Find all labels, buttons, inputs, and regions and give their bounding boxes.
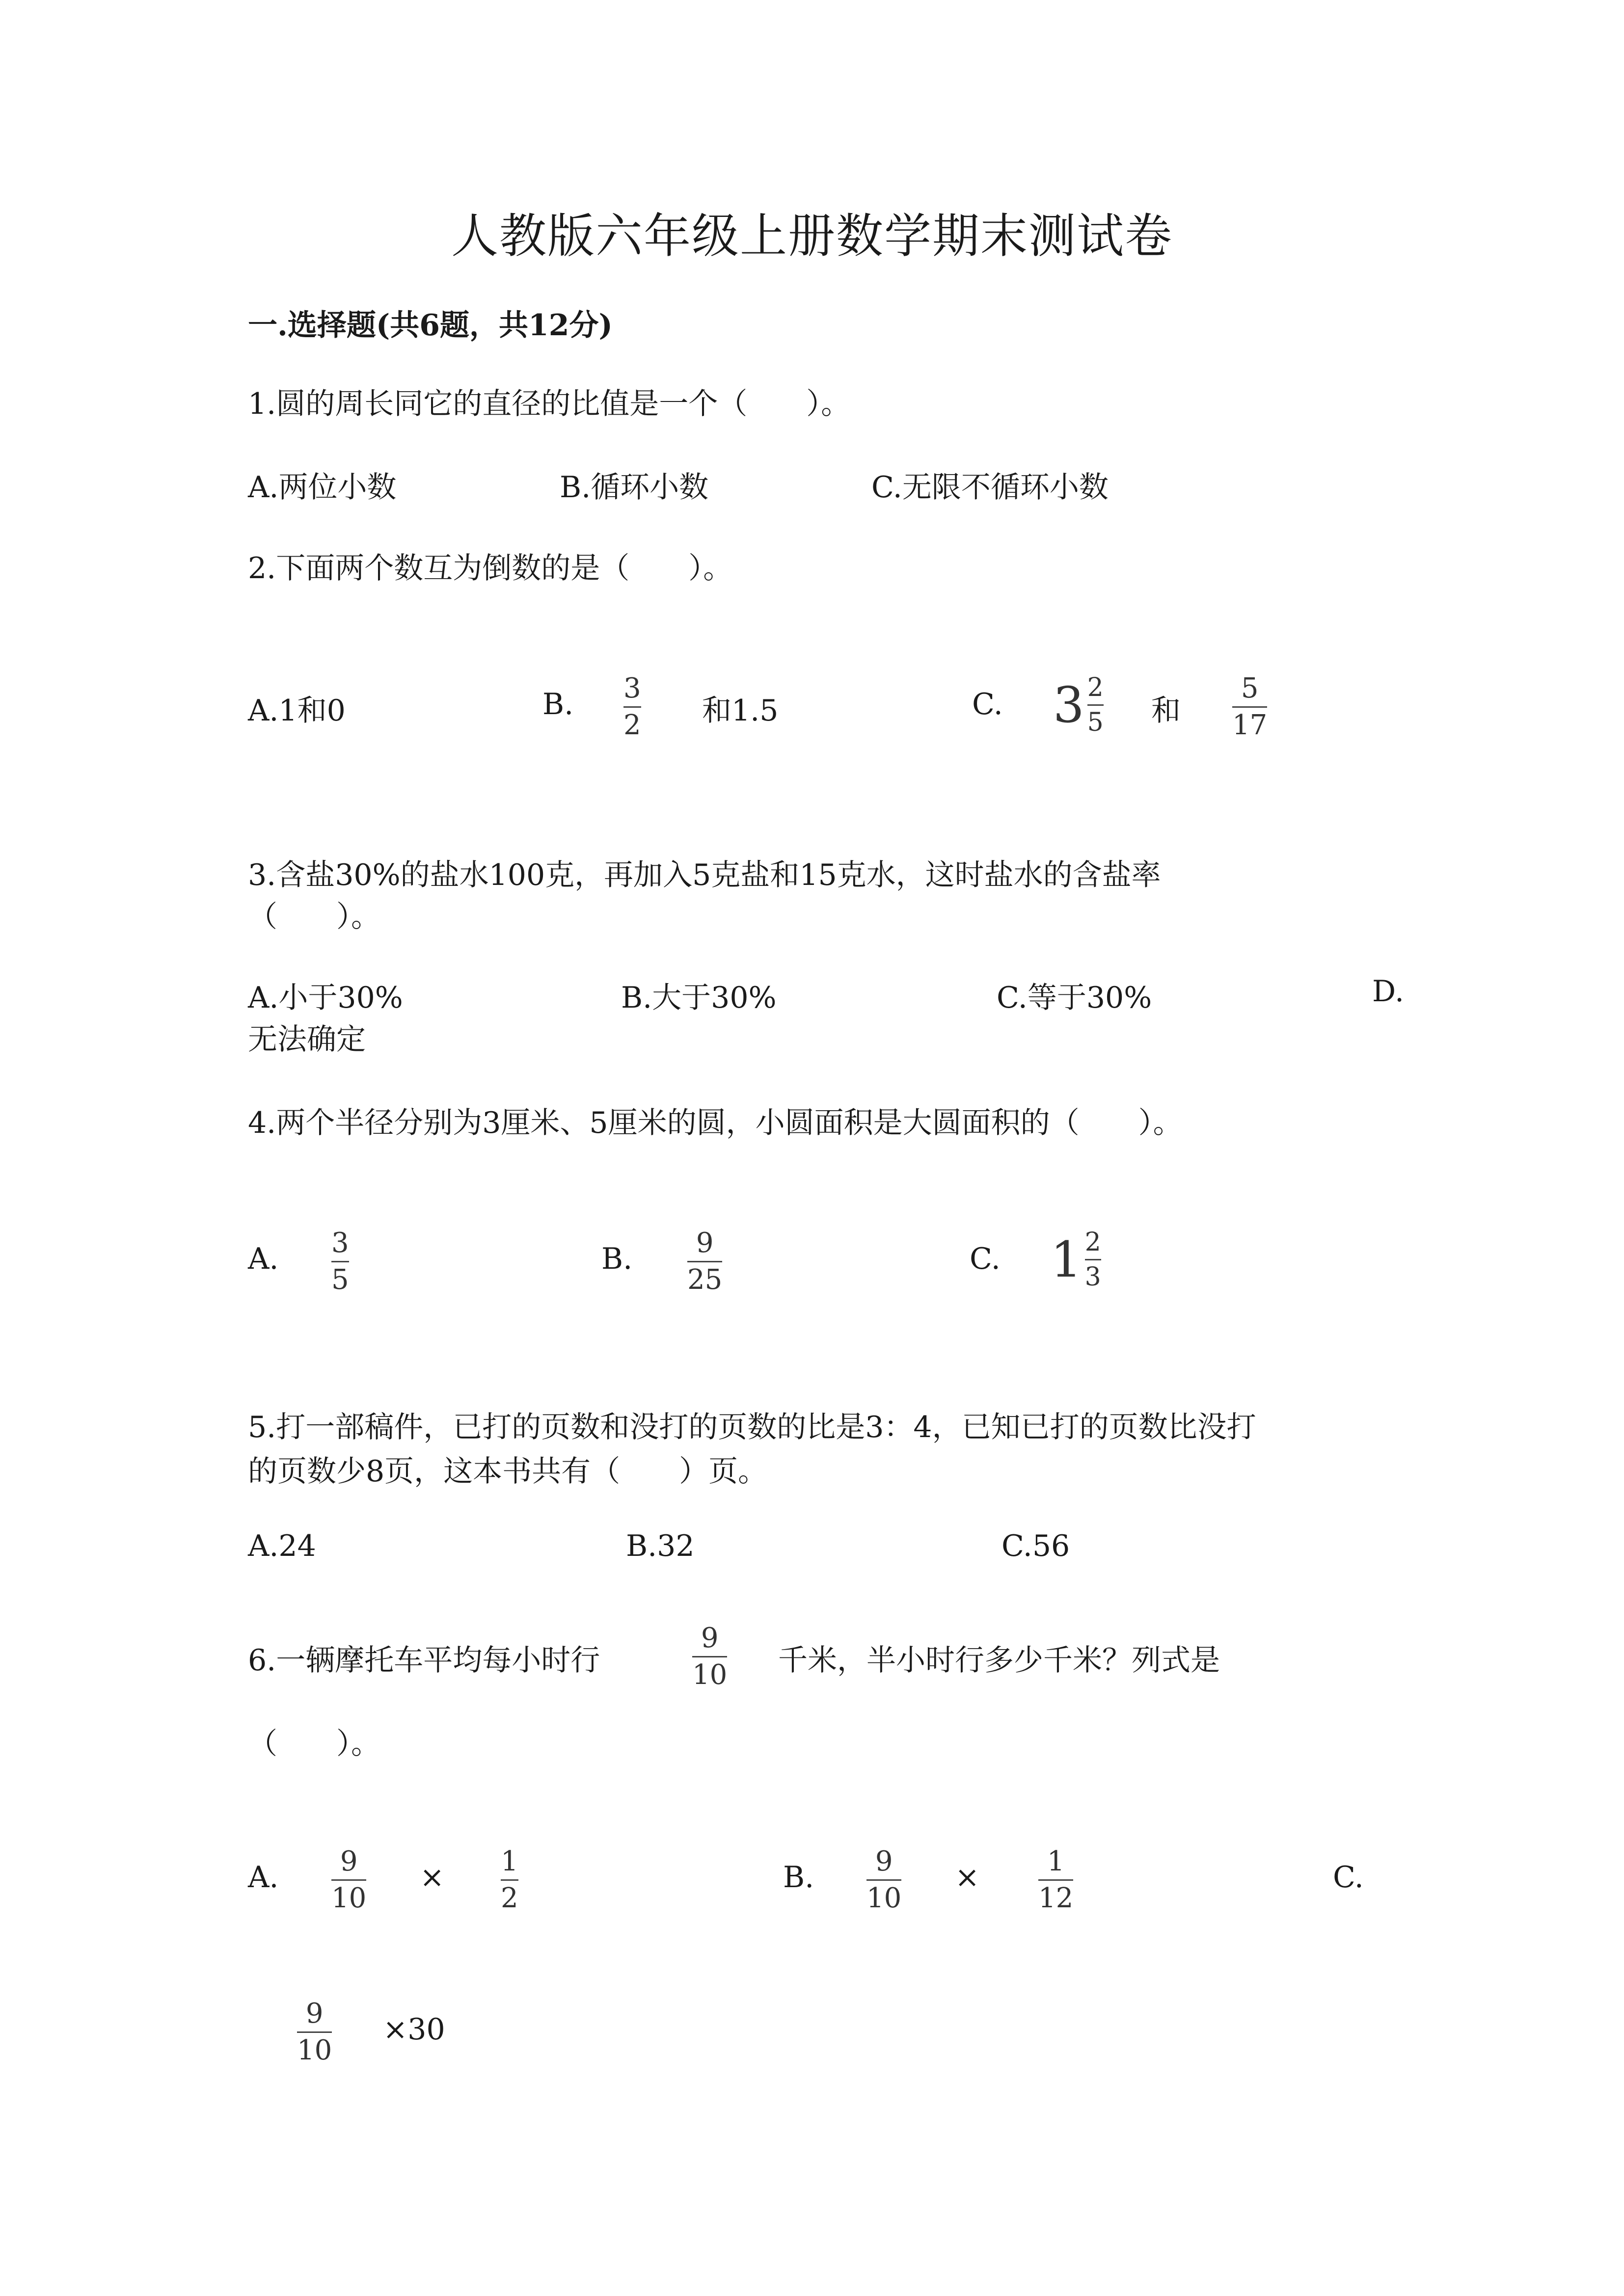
fraction-numerator: 2 <box>1084 1228 1101 1257</box>
fraction-denominator: 25 <box>687 1264 723 1296</box>
q1-option-a[interactable]: A.两位小数 <box>248 470 397 505</box>
fraction-bar <box>1087 704 1104 706</box>
q2-option-b-label[interactable]: B. <box>542 687 574 721</box>
question-6-stem-line2: （ ）。 <box>248 1727 380 1761</box>
question-2-stem: 2.下面两个数互为倒数的是（ ）。 <box>248 551 733 586</box>
fraction-bar <box>623 706 641 708</box>
q6-option-b-fraction-1 <box>866 1845 902 1914</box>
fraction-numerator: 2 <box>1087 673 1104 702</box>
fraction-bar <box>866 1879 901 1881</box>
fraction-bar <box>501 1879 518 1881</box>
fraction-bar <box>331 1879 366 1881</box>
question-4-stem: 4.两个半径分别为3厘米、5厘米的圆，小圆面积是大圆面积的（ ）。 <box>248 1106 1183 1140</box>
fraction-denominator: 17 <box>1232 709 1268 741</box>
mixed-fraction <box>1085 1229 1101 1290</box>
question-6-stem-part1: 6.一辆摩托车平均每小时行 <box>248 1643 600 1678</box>
q6-option-a-fraction-1 <box>331 1845 367 1914</box>
question-1-stem: 1.圆的周长同它的直径的比值是一个（ ）。 <box>248 387 851 421</box>
fraction-denominator: 5 <box>1087 708 1104 737</box>
q2-option-a[interactable]: A.1和0 <box>248 694 346 728</box>
q6-option-a-times: × <box>420 1860 445 1895</box>
q2-option-c-text: 和 <box>1151 694 1181 728</box>
q5-option-a[interactable]: A.24 <box>248 1529 316 1563</box>
q4-option-c-mixed-number <box>1051 1229 1101 1290</box>
q5-option-c[interactable]: C.56 <box>1001 1529 1070 1563</box>
q4-option-b-label[interactable]: B. <box>601 1242 633 1276</box>
fraction-bar <box>1038 1879 1073 1881</box>
fraction-numerator: 9 <box>701 1622 719 1654</box>
question-3-stem-line2: （ ）。 <box>248 900 380 934</box>
q2-option-b-fraction <box>623 672 641 741</box>
fraction-denominator: 12 <box>1038 1882 1074 1914</box>
q6-option-b-fraction-2 <box>1038 1845 1074 1914</box>
fraction-bar <box>1085 1259 1101 1260</box>
q6-option-c-fraction <box>297 2000 332 2064</box>
fraction-numerator: 3 <box>623 672 641 704</box>
page-title: 人教版六年级上册数学期末测试卷 <box>451 209 1173 264</box>
question-5-stem-line1: 5.打一部稿件，已打的页数和没打的页数的比是3：4，已知已打的页数比没打 <box>248 1410 1256 1444</box>
q3-option-b[interactable]: B.大于30% <box>621 981 777 1015</box>
fraction-denominator: 2 <box>623 709 641 741</box>
fraction-denominator: 2 <box>501 1882 518 1914</box>
mixed-whole: 1 <box>1051 1230 1082 1288</box>
fraction-numerator: 5 <box>1241 672 1259 704</box>
fraction-bar <box>687 1261 722 1262</box>
fraction-denominator: 10 <box>692 1659 728 1691</box>
fraction-denominator: 10 <box>297 2034 332 2066</box>
q6-option-a-label[interactable]: A. <box>248 1860 279 1895</box>
q6-option-b-label[interactable]: B. <box>783 1860 814 1895</box>
q4-option-c-label[interactable]: C. <box>970 1242 1001 1276</box>
q4-option-b-fraction <box>687 1229 722 1294</box>
fraction-bar <box>331 1261 349 1262</box>
q6-option-a-fraction-2 <box>501 1845 518 1914</box>
question-3-stem-line1: 3.含盐30%的盐水100克，再加入5克盐和15克水，这时盐水的含盐率 <box>248 858 1161 892</box>
q3-option-a[interactable]: A.小于30% <box>248 981 403 1015</box>
question-6-stem-fraction <box>692 1622 728 1691</box>
section-heading: 一.选择题(共6题，共12分) <box>248 308 613 343</box>
question-6-stem-part2: 千米，半小时行多少千米？列式是 <box>778 1643 1220 1678</box>
fraction-denominator: 10 <box>866 1882 902 1914</box>
q6-option-c-label[interactable]: C. <box>1333 1860 1364 1895</box>
fraction-denominator: 5 <box>331 1264 349 1296</box>
q5-option-b[interactable]: B.32 <box>626 1529 695 1563</box>
fraction-numerator: 9 <box>696 1227 714 1259</box>
q6-option-c-text: ×30 <box>383 2012 445 2047</box>
q3-option-c[interactable]: C.等于30% <box>997 981 1152 1015</box>
q6-option-b-times: × <box>955 1860 980 1895</box>
q2-option-c-label[interactable]: C. <box>972 687 1003 721</box>
fraction-bar <box>692 1656 727 1657</box>
q2-option-c-fraction <box>1232 672 1268 741</box>
fraction-numerator: 9 <box>875 1845 893 1877</box>
q1-option-c[interactable]: C.无限不循环小数 <box>871 470 1109 505</box>
fraction-denominator: 10 <box>331 1882 367 1914</box>
q3-option-d-label[interactable]: D. <box>1372 974 1405 1009</box>
fraction-numerator: 9 <box>305 1998 324 2029</box>
fraction-bar <box>1232 706 1267 708</box>
fraction-numerator: 3 <box>331 1227 349 1259</box>
fraction-denominator: 3 <box>1084 1262 1101 1292</box>
fraction-numerator: 1 <box>1047 1845 1065 1877</box>
q2-option-b-text: 和1.5 <box>702 694 779 728</box>
q3-option-d-text: 无法确定 <box>248 1022 366 1057</box>
q2-option-c-mixed-number <box>1053 675 1104 735</box>
q1-option-b[interactable]: B.循环小数 <box>560 470 709 505</box>
fraction-numerator: 9 <box>340 1845 358 1877</box>
q4-option-a-label[interactable]: A. <box>248 1242 279 1276</box>
question-5-stem-line2: 的页数少8页，这本书共有（ ）页。 <box>248 1454 768 1489</box>
mixed-fraction <box>1087 675 1104 735</box>
fraction-bar <box>297 2031 332 2033</box>
mixed-whole: 3 <box>1053 676 1084 734</box>
fraction-numerator: 1 <box>501 1845 518 1877</box>
q4-option-a-fraction <box>331 1229 349 1294</box>
